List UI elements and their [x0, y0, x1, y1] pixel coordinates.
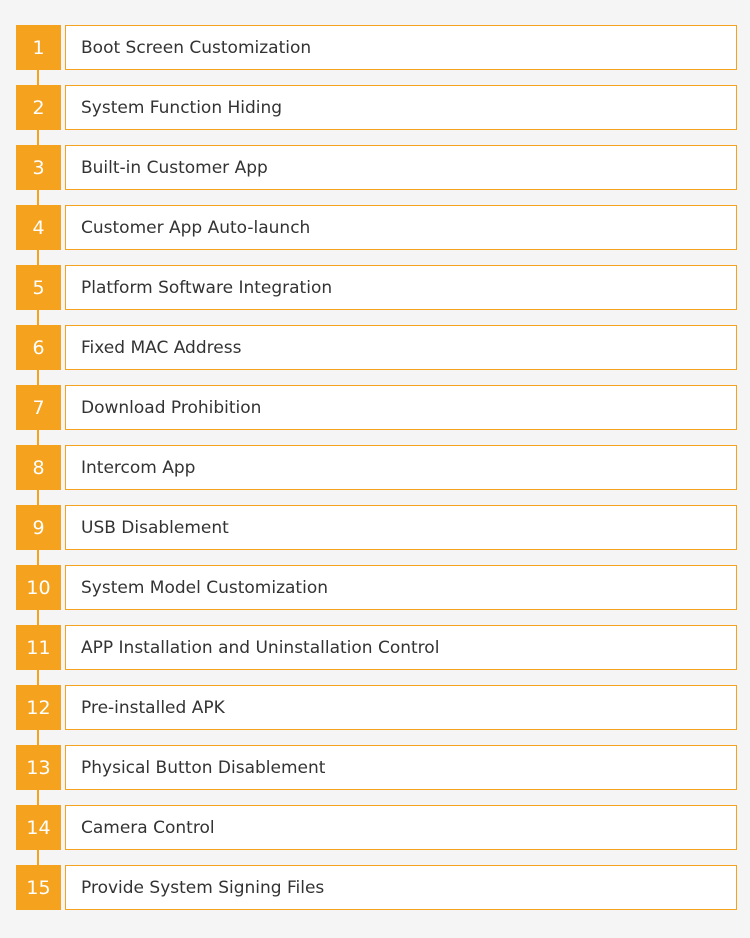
item-number-badge: 9: [16, 505, 61, 550]
item-label: System Function Hiding: [81, 97, 283, 118]
list-item: [16, 145, 737, 190]
item-box: [65, 505, 737, 550]
item-box: [65, 565, 737, 610]
list-item: [16, 685, 737, 730]
item-number-badge: 15: [16, 865, 61, 910]
item-label: Physical Button Disablement: [81, 757, 326, 778]
item-box: [65, 805, 737, 850]
item-label: Customer App Auto-launch: [81, 217, 311, 238]
item-number-badge: 5: [16, 265, 61, 310]
item-number-badge: 3: [16, 145, 61, 190]
item-box: [65, 25, 737, 70]
item-box: [65, 265, 737, 310]
list-item: [16, 745, 737, 790]
item-number-badge: 7: [16, 385, 61, 430]
list-item: [16, 565, 737, 610]
item-label: System Model Customization: [81, 577, 328, 598]
item-label: Boot Screen Customization: [81, 37, 312, 58]
item-number-badge: 1: [16, 25, 61, 70]
item-number-badge: 10: [16, 565, 61, 610]
item-label: USB Disablement: [81, 517, 229, 538]
item-box: [65, 745, 737, 790]
list-item: [16, 325, 737, 370]
item-box: [65, 685, 737, 730]
item-box: [65, 445, 737, 490]
item-number-badge: 11: [16, 625, 61, 670]
item-label: Platform Software Integration: [81, 277, 333, 298]
list-item: [16, 205, 737, 250]
item-number-badge: 4: [16, 205, 61, 250]
list-item: [16, 25, 737, 70]
item-label: Download Prohibition: [81, 397, 262, 418]
list-item: [16, 805, 737, 850]
item-label: Intercom App: [81, 457, 196, 478]
item-box: [65, 325, 737, 370]
item-label: Pre-installed APK: [81, 697, 225, 718]
item-label: APP Installation and Uninstallation Control: [81, 637, 440, 658]
list-item: [16, 385, 737, 430]
item-label: Fixed MAC Address: [81, 337, 242, 358]
list-item: [16, 265, 737, 310]
item-number-badge: 8: [16, 445, 61, 490]
item-box: [65, 625, 737, 670]
item-number-badge: 6: [16, 325, 61, 370]
item-number-badge: 14: [16, 805, 61, 850]
list-item: [16, 445, 737, 490]
item-number-badge: 13: [16, 745, 61, 790]
item-label: Built-in Customer App: [81, 157, 268, 178]
item-label: Camera Control: [81, 817, 215, 838]
list-item: [16, 865, 737, 910]
item-label: Provide System Signing Files: [81, 877, 325, 898]
item-box: [65, 865, 737, 910]
item-box: [65, 85, 737, 130]
item-box: [65, 205, 737, 250]
item-box: [65, 385, 737, 430]
list-item: [16, 85, 737, 130]
list-item: [16, 625, 737, 670]
item-box: [65, 145, 737, 190]
item-number-badge: 2: [16, 85, 61, 130]
feature-list: [16, 25, 737, 925]
item-number-badge: 12: [16, 685, 61, 730]
list-item: [16, 505, 737, 550]
